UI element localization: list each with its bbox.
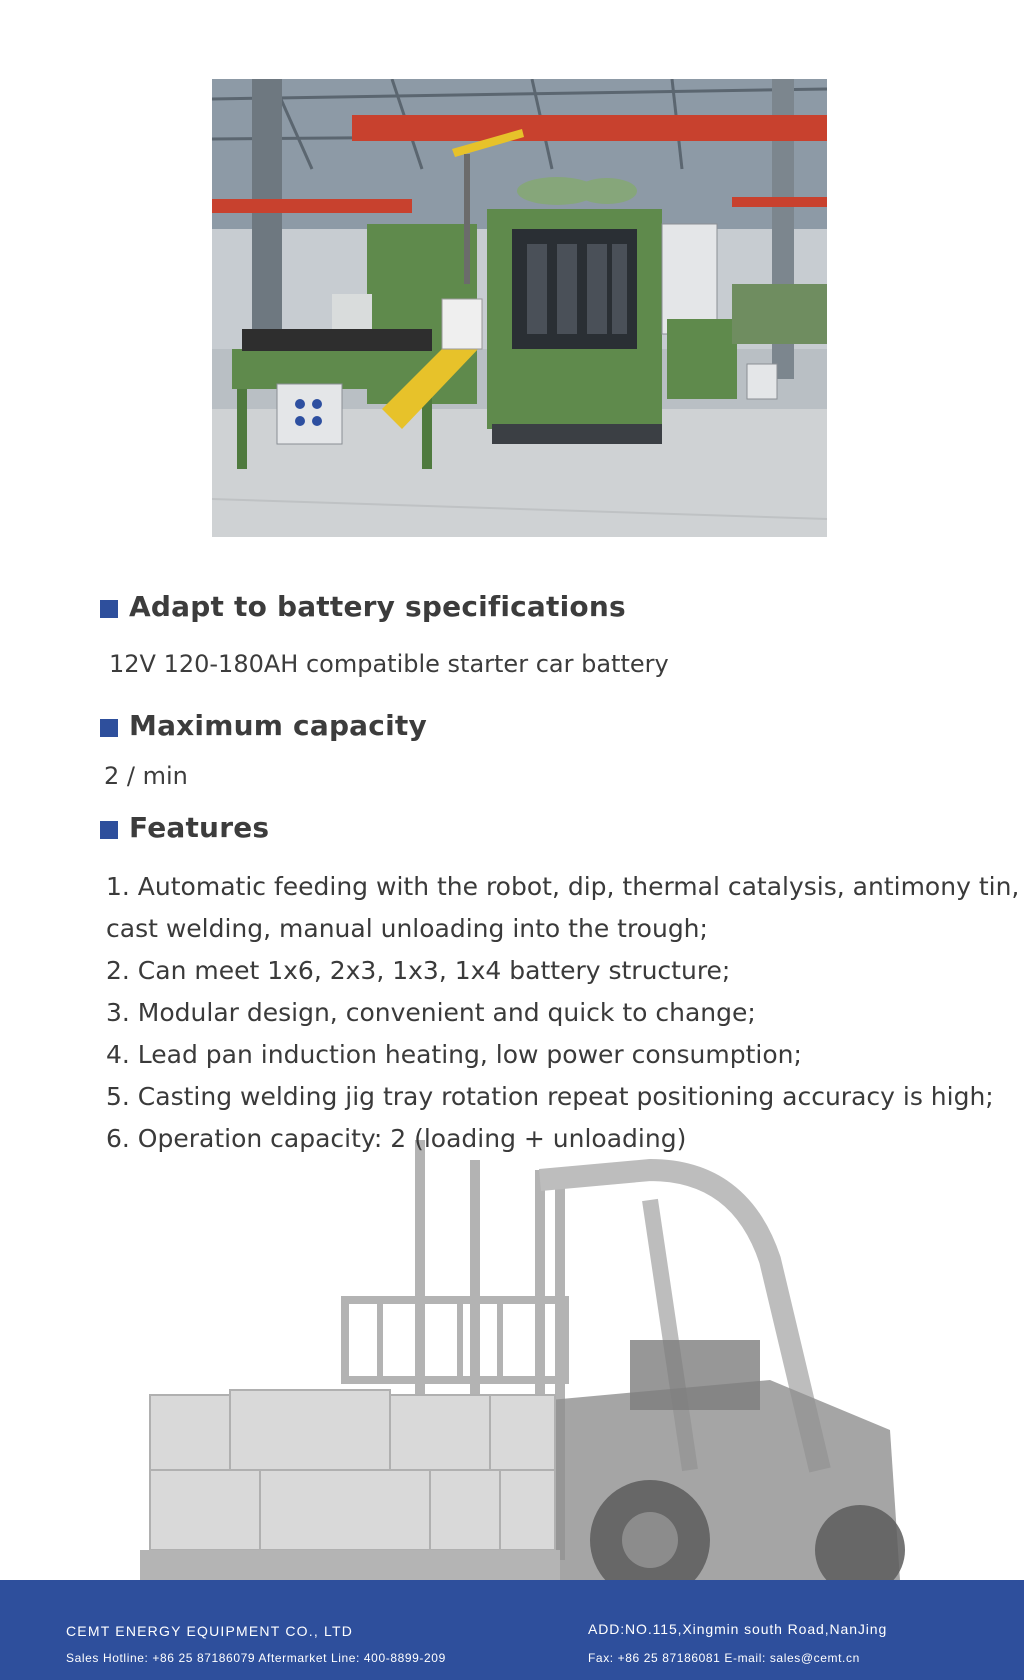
feature-line: 6. Operation capacity: 2 (loading + unloading) [106, 1124, 687, 1153]
machine-illustration [212, 79, 827, 537]
footer-address: ADD:NO.115,Xingmin south Road,NanJing [588, 1621, 888, 1637]
section-square-icon [100, 600, 118, 618]
feature-line: 1. Automatic feeding with the robot, dip, thermal catalysis, antimony tin, [106, 872, 1020, 901]
section-square-icon [100, 821, 118, 839]
feature-line: cast welding, manual unloading into the trough; [106, 914, 708, 943]
crane-beam [352, 115, 827, 141]
feature-line: 2. Can meet 1x6, 2x3, 1x3, 1x4 battery structure; [106, 956, 731, 985]
footer-fax-email: Fax: +86 25 87186081 E-mail: sales@cemt.cn [588, 1651, 860, 1665]
section-features-heading [100, 811, 269, 844]
section-capacity-heading [100, 709, 427, 742]
capacity-value: 2 / min [104, 762, 188, 790]
footer-company: CEMT ENERGY EQUIPMENT CO., LTD [66, 1623, 354, 1639]
footer-hotline: Sales Hotline: +86 25 87186079 Aftermarket Line: 400-8899-209 [66, 1651, 446, 1665]
spec-value: 12V 120-180AH compatible starter car battery [109, 650, 669, 678]
feature-line: 3. Modular design, convenient and quick to change; [106, 998, 756, 1027]
footer-bar [0, 1580, 1024, 1680]
section-capacity-title: Maximum capacity [129, 709, 427, 742]
section-square-icon [100, 719, 118, 737]
features-list [106, 866, 1020, 1160]
forklift-illustration [130, 1140, 910, 1580]
section-features-title: Features [129, 811, 270, 844]
feature-line: 4. Lead pan induction heating, low power consumption; [106, 1040, 802, 1069]
section-spec-heading [100, 590, 626, 623]
product-photo [212, 79, 827, 537]
feature-line: 5. Casting welding jig tray rotation repeat positioning accuracy is high; [106, 1082, 994, 1111]
section-spec-title: Adapt to battery specifications [129, 590, 626, 623]
